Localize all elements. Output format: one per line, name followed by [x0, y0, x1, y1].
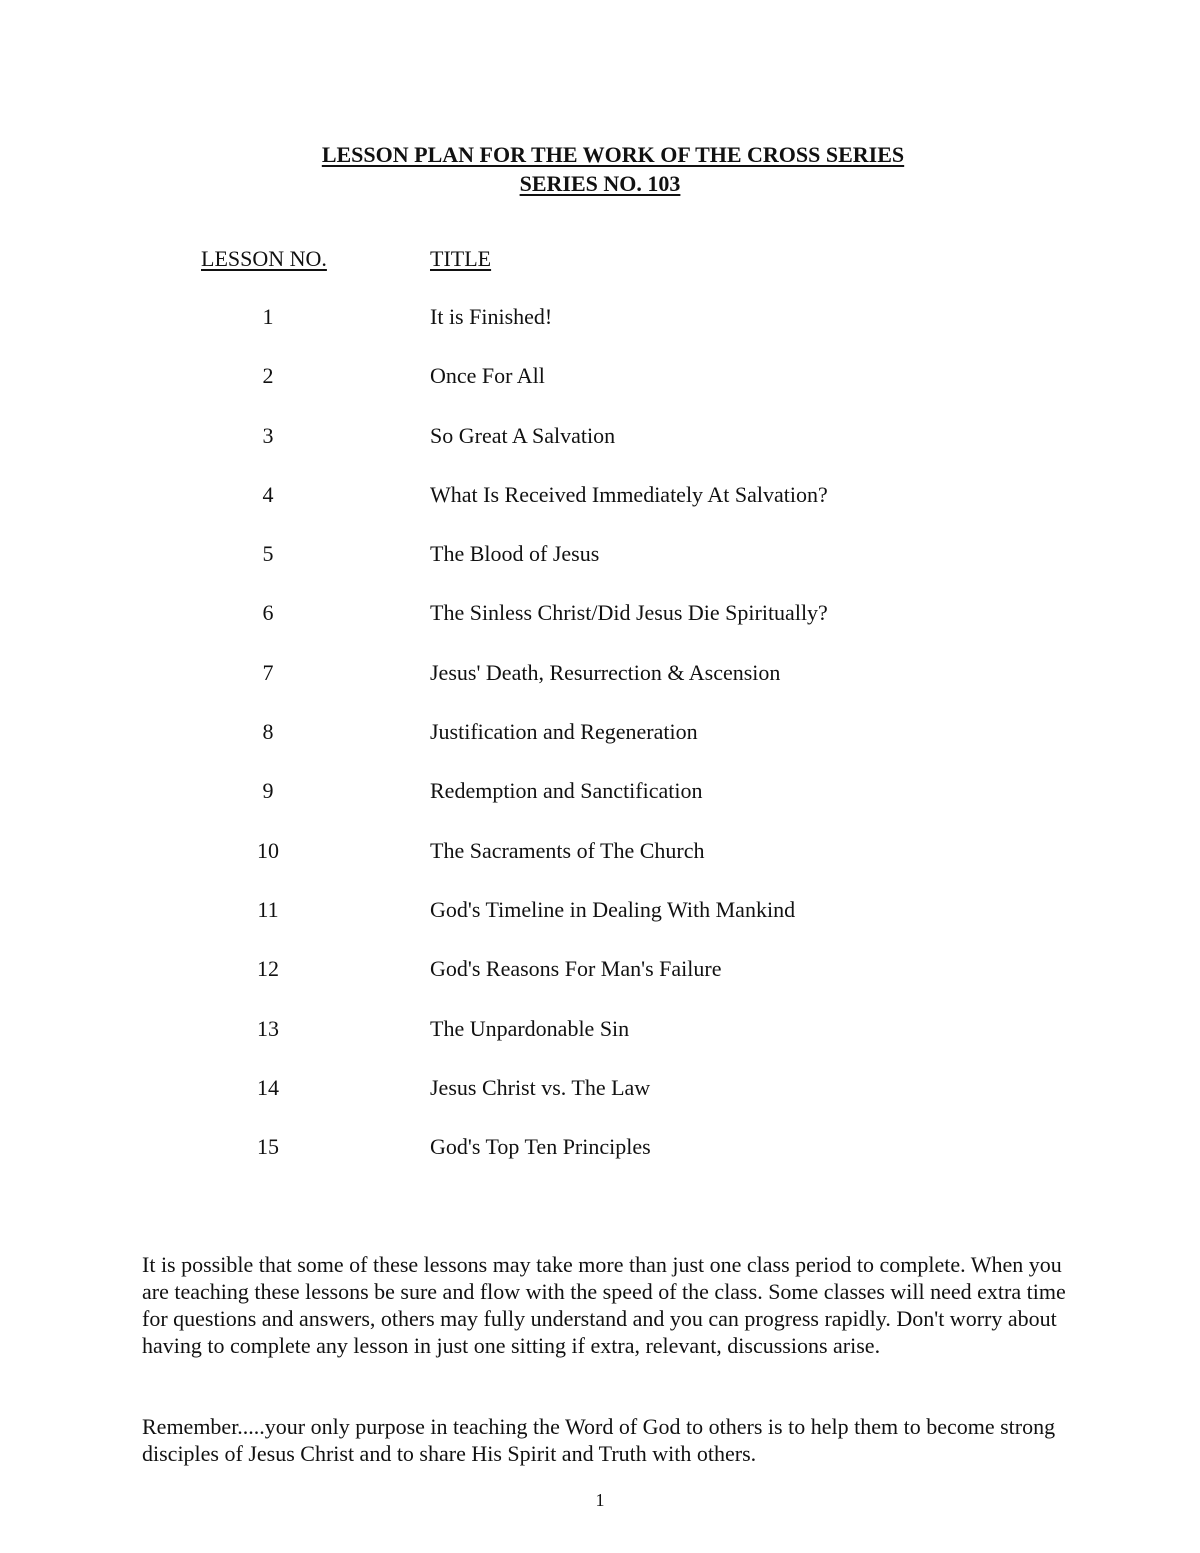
lesson-row: [0, 719, 1200, 778]
lesson-number: 11: [257, 896, 279, 922]
document-title: [0, 140, 1200, 198]
lesson-title: The Sinless Christ/Did Jesus Die Spiritually?: [430, 600, 828, 626]
lesson-title: Jesus Christ vs. The Law: [430, 1074, 651, 1100]
instruction-paragraph: It is possible that some of these lessons may take more than just one class period to complete. When you are teaching these lessons be sure and flow with the speed of the class. Some classes will need extra time for questions and answers, others may fully understand and you can progress rapidly. Don't worry about having to complete any lesson in just one sitting if extra, relevant, discussions arise.: [142, 1252, 1066, 1358]
lesson-title: What Is Received Immediately At Salvation?: [430, 481, 828, 507]
lesson-number: 4: [262, 481, 274, 507]
lesson-title: So Great A Salvation: [430, 422, 616, 448]
lesson-row: [0, 1075, 1200, 1134]
lesson-row: [0, 778, 1200, 837]
lesson-number: 9: [262, 778, 274, 804]
series-number: SERIES NO. 103: [519, 171, 681, 196]
lesson-number: 6: [262, 600, 274, 626]
lesson-number: 3: [262, 422, 274, 448]
lesson-number: 7: [262, 659, 274, 685]
lesson-title: God's Top Ten Principles: [430, 1134, 651, 1160]
lesson-title: The Blood of Jesus: [430, 541, 600, 567]
lesson-row: [0, 1016, 1200, 1075]
lesson-title: Justification and Regeneration: [430, 719, 698, 745]
lesson-number: 1: [262, 304, 274, 329]
lesson-row: [0, 600, 1200, 659]
page-number: 1: [595, 1490, 605, 1510]
title-line-1: [0, 140, 1200, 169]
lesson-number: 10: [257, 837, 279, 863]
lesson-row: [0, 363, 1200, 422]
lesson-number: 15: [257, 1134, 279, 1160]
lesson-list: [0, 304, 1200, 1193]
lesson-row: [0, 838, 1200, 897]
lesson-title: God's Reasons For Man's Failure: [430, 956, 722, 982]
lesson-row: [0, 956, 1200, 1015]
lesson-number: 5: [262, 541, 274, 567]
lesson-row: [0, 541, 1200, 600]
lesson-title: Jesus' Death, Resurrection & Ascension: [430, 659, 781, 685]
lesson-row: [0, 660, 1200, 719]
lesson-title: The Sacraments of The Church: [430, 837, 705, 863]
title-line-2: [0, 169, 1200, 198]
lesson-number: 12: [257, 956, 279, 982]
lesson-number: 2: [262, 363, 274, 389]
lesson-row: [0, 304, 1200, 363]
lesson-title: Redemption and Sanctification: [430, 778, 703, 804]
column-header-lesson-no: LESSON NO.: [201, 246, 327, 271]
lesson-row: [0, 482, 1200, 541]
lesson-number: 13: [257, 1015, 279, 1041]
column-header-title: TITLE: [430, 246, 492, 271]
lesson-row: [0, 423, 1200, 482]
lesson-title: It is Finished!: [430, 304, 553, 329]
lesson-row: [0, 1134, 1200, 1193]
reminder-paragraph: Remember.....your only purpose in teaching the Word of God to others is to help them to become strong disciples of Jesus Christ and to share His Spirit and Truth with others.: [142, 1414, 1056, 1466]
lesson-number: 14: [257, 1074, 279, 1100]
lesson-title: God's Timeline in Dealing With Mankind: [430, 896, 796, 922]
lesson-number: 8: [262, 719, 274, 745]
lesson-title: Once For All: [430, 363, 545, 389]
lesson-title: The Unpardonable Sin: [430, 1015, 630, 1041]
lesson-row: [0, 897, 1200, 956]
title-text-1: LESSON PLAN FOR THE WORK OF THE CROSS SERIES: [321, 142, 905, 167]
